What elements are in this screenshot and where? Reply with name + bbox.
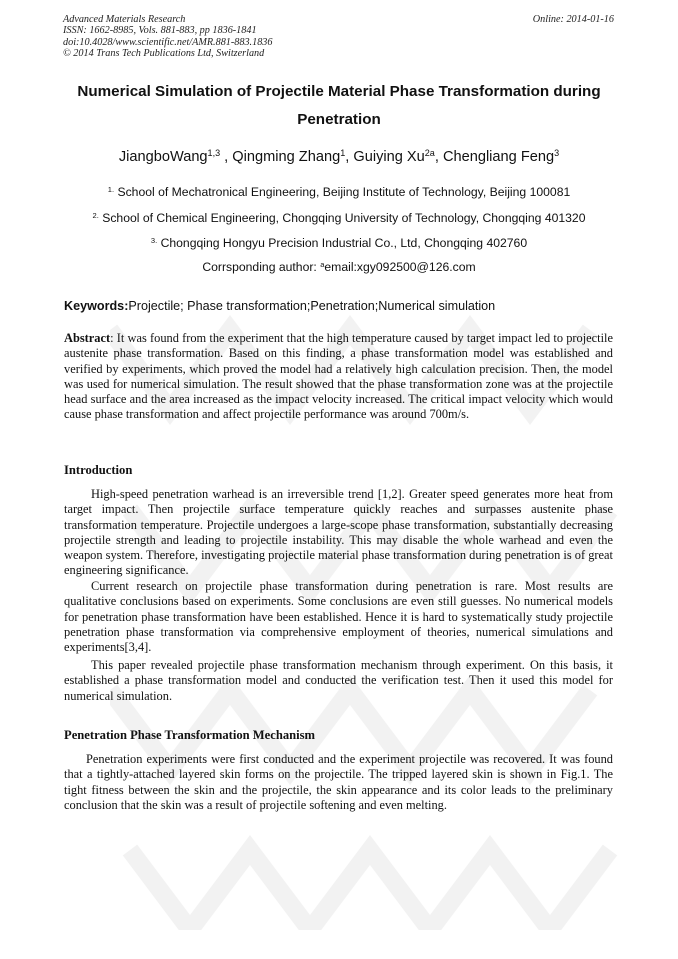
author-separator: , — [220, 149, 233, 165]
author-affiliation-mark: 2a — [424, 148, 435, 159]
affiliation-3 — [40, 236, 638, 250]
keywords — [64, 299, 618, 313]
affiliation-number: 3. — [150, 235, 158, 245]
affiliation-1 — [40, 185, 638, 199]
corresponding-mark: a — [320, 259, 325, 269]
corresponding-email[interactable]: email:xgy092500@126.com — [324, 260, 476, 274]
doi-link[interactable]: doi:10.4028/www.scientific.net/AMR.881-883.1836 — [63, 36, 273, 48]
affiliation-2 — [40, 211, 638, 225]
corresponding-label: Corrsponding author: — [202, 260, 321, 274]
author-separator: , — [434, 149, 443, 165]
author-list — [40, 149, 638, 165]
affiliation-text: Chongqing Hongyu Precision Industrial Co., Ltd, Chongqing 402760 — [160, 236, 528, 250]
paper-title — [40, 78, 638, 134]
affiliation-number: 2. — [92, 210, 99, 220]
affiliation-number: 1. — [107, 184, 115, 194]
abstract-label: Abstract — [64, 331, 111, 345]
online-date: Online: 2014-01-16 — [532, 14, 614, 25]
author-name: JiangboWang — [118, 149, 208, 165]
paragraph: Penetration experiments were first conducted and the experiment projectile was recovered. It was found that a tightly-attached layered skin forms on the projectile. The tripped layered skin is shown in Fig.1. The tight fitness between the skin and the projectile, the skin appearance and its color leads to the preliminary conclusion that the skin was a result of projectile softening and even melting. — [64, 752, 613, 812]
author-affiliation-mark: 3 — [554, 148, 560, 159]
abstract — [64, 331, 613, 423]
author-name: Chengliang Feng — [442, 149, 555, 165]
journal-header — [63, 14, 272, 60]
keywords-label: Keywords: — [64, 299, 129, 313]
paragraph: Current research on projectile phase transformation during penetration is rare. Most results are qualitative conclusions based on experiments. Some conclusions are even still guesses. No numerical models for penetration phase transformation have been established. Hence it is hard to systematically study projectile penetration phase transformation via comprehensive employment of theories, numerical simulations and experiments[3,4]. — [64, 579, 613, 655]
affiliation-text: School of Chemical Engineering, Chongqing University of Technology, Chongqing 401320 — [102, 211, 586, 225]
author-affiliation-mark: 1 — [340, 148, 346, 159]
corresponding-author — [40, 260, 638, 274]
journal-name: Advanced Materials Research — [63, 14, 186, 25]
author-affiliation-mark: 1,3 — [207, 148, 221, 159]
title-line-2: Penetration — [297, 111, 381, 128]
title-line-1: Numerical Simulation of Projectile Material Phase Transformation during — [77, 83, 601, 100]
section-heading-introduction: Introduction — [64, 463, 133, 477]
abstract-text: : It was found from the experiment that the high temperature caused by target impact led to projectile austenite phase transformation. Based on this finding, a phase transformation model was established and verified by experiments, which proved the model had a relatively high calculation precision. Then, the model was used for numerical simulation. The result showed that the phase transformation zone was at the projectile head surface and the area increased as the impact velocity increased. The critical impact velocity which would cause phase transformation and affect projectile performance was around 700m/s. — [64, 331, 613, 422]
section-heading-mechanism: Penetration Phase Transformation Mechanism — [64, 728, 316, 742]
author-separator: , — [345, 149, 354, 165]
author-name: Qingming Zhang — [232, 149, 341, 165]
author-name: Guiying Xu — [353, 149, 425, 165]
issn-line: ISSN: 1662-8985, Vols. 881-883, pp 1836-1841 — [63, 25, 257, 37]
paragraph: High-speed penetration warhead is an irreversible trend [1,2]. Greater speed generates more heat from target impact. Then projectile surface temperature quickly reaches and surpasses austenite phase transformation temperature. Projectile undergoes a large-scope phase transformation, substantially decreasing projectile strength and leading to projectile instability. This may disable the whole warhead and even the weapon system. Therefore, investigating projectile material phase transformation during penetration is of great engineering significance. — [64, 487, 613, 578]
paragraph: This paper revealed projectile phase transformation mechanism through experiment. On this basis, it established a phase transformation model and conducted the verification test. Then it used this model for numerical simulation. — [64, 658, 613, 703]
keywords-text: Projectile; Phase transformation;Penetration;Numerical simulation — [128, 299, 496, 313]
affiliation-text: School of Mechatronical Engineering, Beijing Institute of Technology, Beijing 100081 — [117, 185, 571, 199]
copyright-line: © 2014 Trans Tech Publications Ltd, Switzerland — [63, 48, 265, 60]
